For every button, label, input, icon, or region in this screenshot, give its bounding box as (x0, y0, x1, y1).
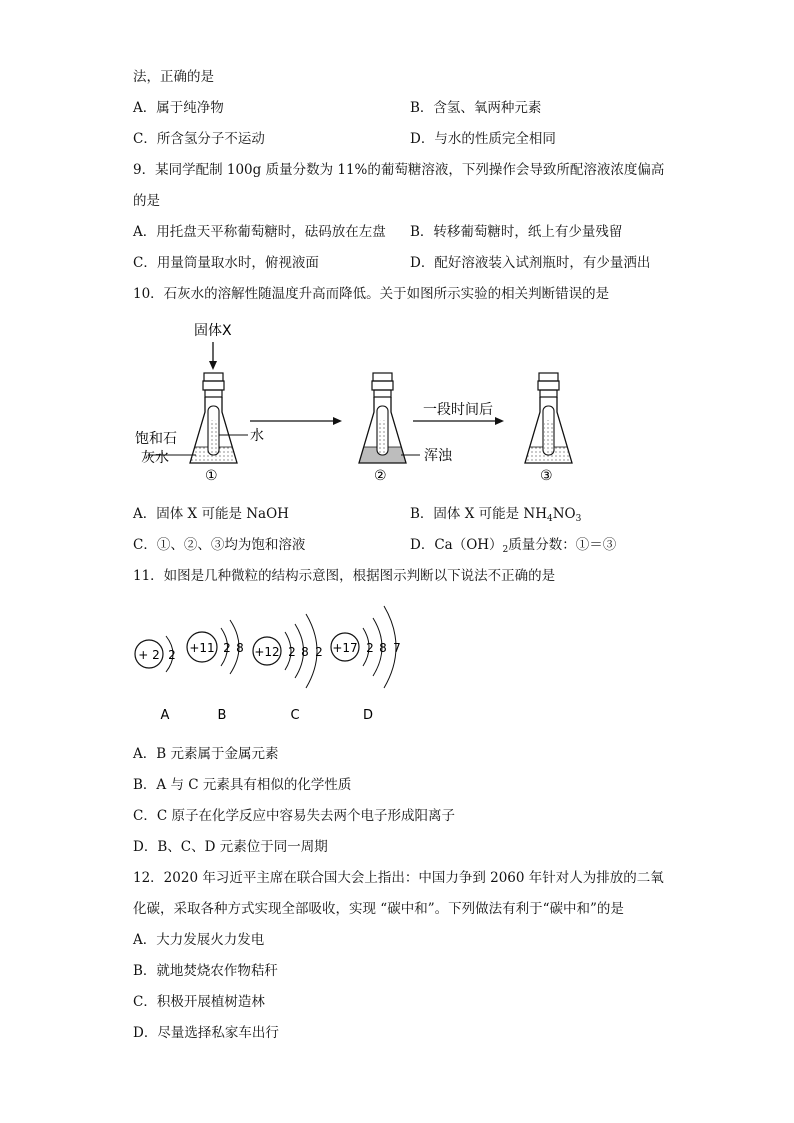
flask-2 (359, 373, 406, 463)
down-arrow-icon (209, 342, 217, 370)
water-label: 水 (250, 428, 264, 444)
particle-d-shell-3: 7 (393, 641, 401, 655)
particle-b-label: B (217, 708, 227, 723)
particle-c (253, 614, 323, 688)
q9-option-b: B．转移葡萄糖时，纸上有少量残留 (410, 224, 623, 240)
particle-c-nucleus: +12 (254, 645, 280, 659)
flask-3 (525, 373, 572, 463)
q12-option-c: C．积极开展植树造林 (133, 994, 265, 1010)
flask-1-label: ① (205, 468, 218, 484)
q12-option-a: A．大力发展火力发电 (133, 932, 265, 948)
limewater-label-line2: 灰水 (141, 450, 169, 466)
q11-option-c: C．C 原子在化学反应中容易失去两个电子形成阳离子 (133, 808, 455, 824)
particle-b-shell-1: 2 (223, 641, 231, 655)
particle-d-nucleus: +17 (332, 641, 358, 655)
turbid-label: 浑浊 (424, 448, 452, 464)
particle-a (135, 636, 176, 672)
particle-c-shell-1: 2 (288, 645, 296, 659)
q9-option-a: A．用托盘天平称葡萄糖时，砝码放在左盘 (133, 224, 386, 240)
q11-option-a: A．B 元素属于金属元素 (133, 746, 279, 762)
solid-x-label: 固体X (194, 323, 232, 339)
limewater-label-line1: 饱和石 (135, 431, 177, 447)
q10-option-c: C．①、②、③均为饱和溶液 (133, 537, 306, 553)
particle-a-shell-1: 2 (168, 648, 176, 662)
q10-option-d: D．$Ca(OH)_2$质量分数：①＝③ (410, 537, 617, 555)
q12-stem-line1: 12．2020 年习近平主席在联合国大会上指出：中国力争到 2060 年针对人为排放的二氧 (133, 870, 664, 886)
q9-option-d: D．配好溶液装入试剂瓶时，有少量洒出 (410, 255, 651, 271)
particle-b-shell-2: 8 (236, 641, 244, 655)
q8-option-d: D．与水的性质完全相同 (410, 131, 556, 147)
q11-option-b: B．A 与 C 元素具有相似的化学性质 (133, 777, 352, 793)
q11-stem: 11．如图是几种微粒的结构示意图，根据图示判断以下说法不正确的是 (133, 568, 556, 584)
q11-option-d: D．B、C、D 元素位于同一周期 (133, 839, 328, 855)
q9-stem-line1: 9．某同学配制 100g 质量分数为 11%的葡萄糖溶液，下列操作会导致所配溶液浓度偏高 (133, 162, 665, 178)
particle-c-shell-2: 8 (301, 645, 309, 659)
particle-c-label: C (290, 708, 300, 723)
q12-stem-line2: 化碳，采取各种方式实现全部吸收，实现 “碳中和”。下列做法有利于“碳中和”的是 (133, 901, 624, 917)
right-arrow-icon (250, 417, 342, 425)
flask-1 (190, 373, 237, 463)
flask-3-label: ③ (540, 468, 553, 484)
q12-option-d: D．尽量选择私家车出行 (133, 1025, 279, 1041)
q8-option-c: C．所含氢分子不运动 (133, 131, 265, 147)
after-time-label: 一段时间后 (423, 402, 493, 418)
particle-d-shell-2: 8 (379, 641, 387, 655)
q10-option-b: B．固体 X 可能是 $NH_4NO_3$ (410, 506, 582, 524)
right-arrow-icon (413, 417, 504, 425)
q12-option-b: B．就地焚烧农作物秸秆 (133, 963, 278, 979)
particle-b (187, 620, 244, 674)
particle-d (331, 606, 401, 688)
q11-particle-diagrams (130, 598, 420, 728)
q9-option-c: C．用量筒量取水时，俯视液面 (133, 255, 319, 271)
particle-a-label: A (160, 708, 170, 723)
flask-2-label: ② (374, 468, 387, 484)
q8-stem-tail: 法，正确的是 (133, 69, 214, 85)
particle-c-shell-3: 2 (315, 645, 323, 659)
q10-experiment-figure (130, 310, 600, 490)
q8-option-a: A．属于纯净物 (133, 100, 224, 116)
particle-b-nucleus: +11 (189, 641, 215, 655)
q8-option-b: B．含氢、氧两种元素 (410, 100, 542, 116)
q9-stem-line2: 的是 (133, 193, 160, 209)
particle-d-label: D (362, 708, 374, 723)
q10-stem: 10．石灰水的溶解性随温度升高而降低。关于如图所示实验的相关判断错误的是 (133, 286, 610, 302)
particle-a-nucleus: + 2 (138, 648, 160, 662)
particle-d-shell-1: 2 (366, 641, 374, 655)
q10-option-a: A．固体 X 可能是 NaOH (133, 506, 289, 522)
